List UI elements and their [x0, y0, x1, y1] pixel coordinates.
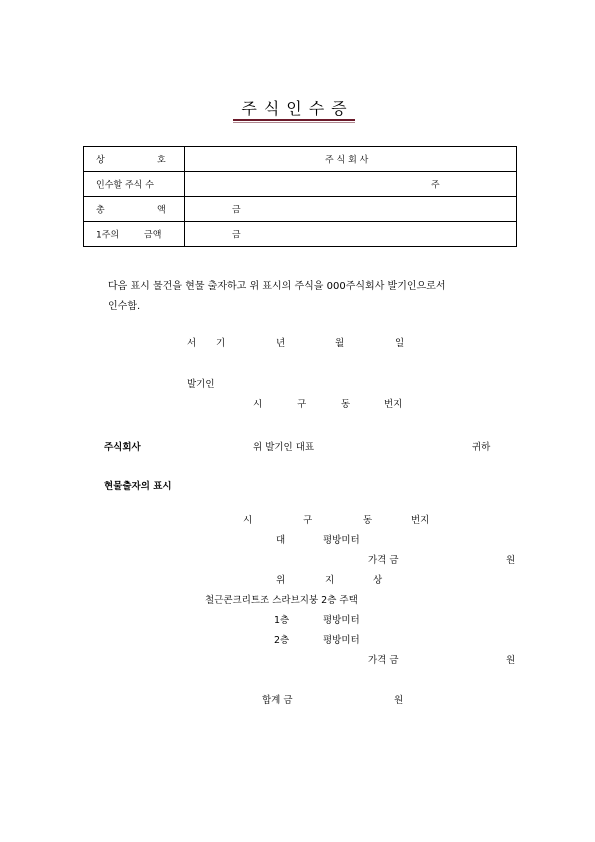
company-name-value: 주 식 회 사	[325, 155, 369, 166]
contribution-heading: 현물출자의 표시	[104, 481, 172, 492]
title-underline	[233, 119, 355, 121]
address-bunji: 번지	[384, 399, 403, 410]
address-dong: 동	[363, 515, 373, 526]
floor-label: 1층	[274, 615, 290, 626]
address-gu: 구	[297, 399, 307, 410]
label-text: 1주의	[96, 230, 120, 241]
floor-label: 2층	[274, 635, 290, 646]
label-cell	[84, 197, 185, 222]
value-cell	[185, 197, 517, 222]
founder-label: 발기인	[187, 379, 215, 390]
address-bunji: 번지	[411, 515, 430, 526]
address-si: 시	[253, 399, 263, 410]
date-month: 월	[335, 338, 345, 349]
price-unit: 원	[506, 555, 516, 566]
shares-label: 인수할 주식 수	[96, 180, 154, 191]
table-row	[84, 147, 517, 172]
recipient-representative: 위 발기인 대표	[253, 442, 315, 453]
recipient-honorific: 귀하	[472, 442, 491, 453]
per-share-amount-prefix: 금	[232, 230, 241, 241]
address-gu: 구	[303, 515, 313, 526]
label-char: 상	[96, 155, 105, 166]
recipient-company: 주식회사	[104, 442, 141, 453]
price-unit: 원	[506, 655, 516, 666]
label-cell	[84, 222, 185, 247]
date-era: 서	[187, 338, 197, 349]
total-amount-prefix: 금	[232, 205, 241, 216]
price-label: 가격 금	[368, 555, 399, 566]
date-era: 기	[216, 338, 226, 349]
date-year: 년	[276, 338, 286, 349]
label-char: 총	[96, 205, 105, 216]
price-label: 가격 금	[368, 655, 399, 666]
address-dong: 동	[341, 399, 351, 410]
body-paragraph-line: 인수함.	[108, 301, 141, 312]
building-description: 철근콘크리트조 스라브지붕 2층 주택	[205, 595, 358, 606]
location-char: 지	[325, 575, 335, 586]
title-underline-shadow	[233, 122, 355, 123]
label-char: 호	[157, 155, 166, 166]
table-row	[84, 197, 517, 222]
label-char: 액	[157, 205, 166, 216]
location-char: 상	[373, 575, 383, 586]
land-area-unit: 평방미터	[323, 535, 360, 546]
address-si: 시	[243, 515, 253, 526]
table-row	[84, 222, 517, 247]
total-label: 합계 금	[262, 695, 293, 706]
label-cell	[84, 172, 185, 197]
document-title: 주식인수증	[241, 99, 354, 118]
label-text: 금액	[144, 230, 162, 241]
value-cell	[185, 222, 517, 247]
table-row	[84, 172, 517, 197]
shares-unit: 주	[431, 180, 440, 191]
total-unit: 원	[394, 695, 404, 706]
location-char: 위	[276, 575, 286, 586]
label-cell	[84, 147, 185, 172]
value-cell	[185, 147, 517, 172]
floor-area-unit: 평방미터	[323, 635, 360, 646]
floor-area-unit: 평방미터	[323, 615, 360, 626]
land-category: 대	[276, 535, 286, 546]
body-paragraph-line: 다음 표시 물건을 현물 출자하고 위 표시의 주식을 000주식회사 발기인으로서	[108, 281, 446, 292]
date-day: 일	[395, 338, 405, 349]
value-cell	[185, 172, 517, 197]
share-info-table	[83, 146, 517, 247]
